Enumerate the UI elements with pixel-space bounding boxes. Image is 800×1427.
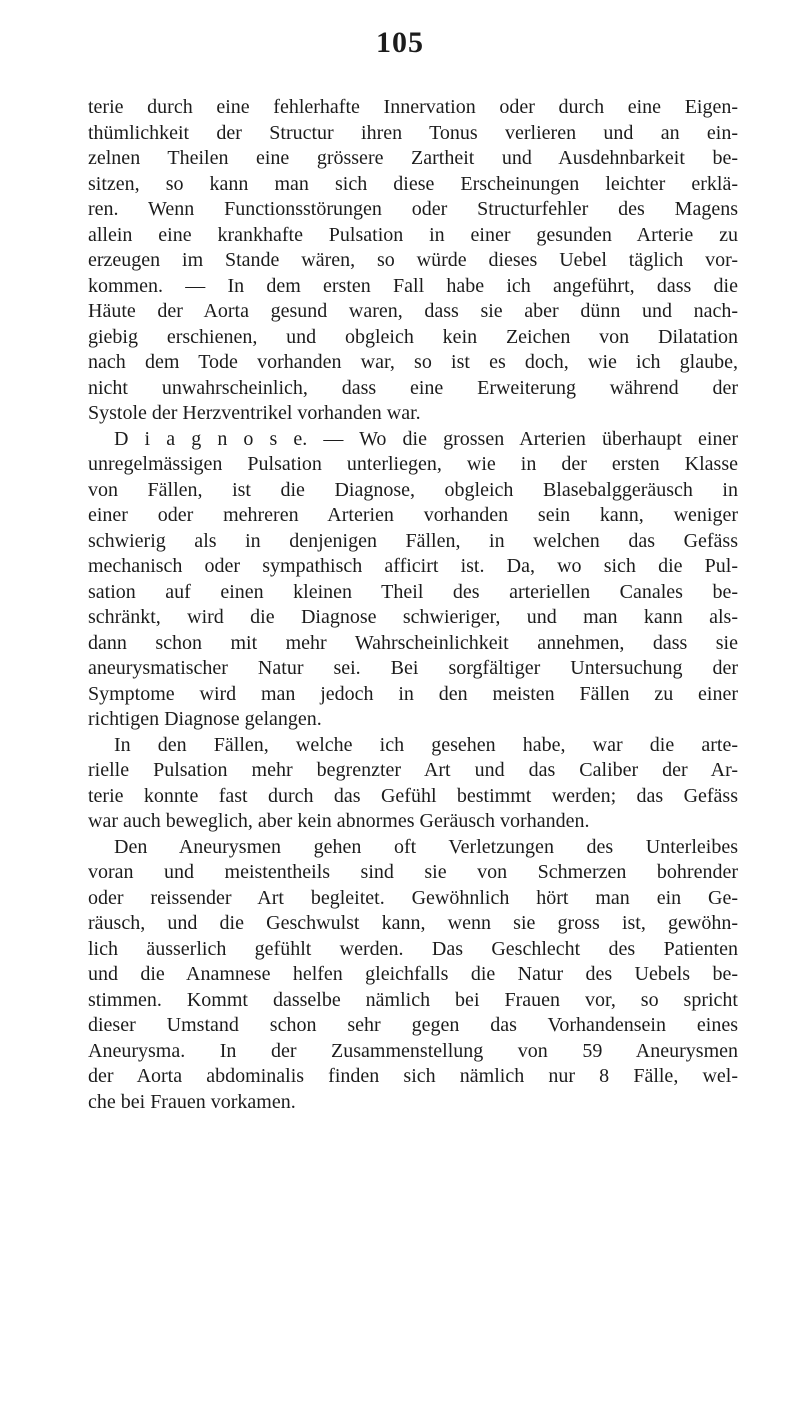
text-line: nicht unwahrscheinlich, dass eine Erweiterung während der [88, 376, 738, 399]
text-line: voran und meistentheils sind sie von Schmerzen bohrender [88, 861, 738, 883]
text-line: Symptome wird man jedoch in den meisten Fällen zu einer [88, 682, 738, 705]
text-line: che bei Frauen vorkamen. [88, 1090, 296, 1113]
text-line: oder reissender Art begleitet. Gewöhnlich hört man ein Ge- [88, 886, 738, 909]
text-line: erzeugen im Stande wären, so würde dieses Uebel täglich vor- [88, 249, 738, 271]
text-line: terie durch eine fehlerhafte Innervation oder durch eine Eigen- [88, 96, 738, 118]
text-line: schwierig als in denjenigen Fällen, in welchen das Gefäss [88, 529, 738, 552]
text-line: Den Aneurysmen gehen oft Verletzungen des Unterleibes [114, 835, 738, 858]
text-line: lich äusserlich gefühlt werden. Das Geschlecht des Patienten [88, 937, 738, 960]
text-line: stimmen. Kommt dasselbe nämlich bei Frauen vor, so spricht [88, 988, 738, 1011]
text-line: ren. Wenn Functionsstörungen oder Structurfehler des Magens [88, 198, 738, 220]
text-line: nach dem Tode vorhanden war, so ist es doch, wie ich glaube, [88, 351, 738, 373]
text-line: der Aorta abdominalis finden sich nämlich nur 8 Fälle, wel- [88, 1065, 738, 1087]
text-line: kommen. — In dem ersten Fall habe ich angeführt, dass die [88, 274, 738, 297]
text-line: unregelmässigen Pulsation unterliegen, wie in der ersten Klasse [88, 453, 738, 475]
text-line: sitzen, so kann man sich diese Erscheinungen leichter erklä- [88, 172, 738, 195]
text-line: dann schon mit mehr Wahrscheinlichkeit annehmen, dass sie [88, 631, 738, 654]
text-line: und die Anamnese helfen gleichfalls die Natur des Uebels be- [88, 963, 738, 985]
text-line: einer oder mehreren Arterien vorhanden sein kann, weniger [88, 504, 738, 526]
text-line: dieser Umstand schon sehr gegen das Vorhandensein eines [88, 1014, 738, 1036]
text-line: giebig erschienen, und obgleich kein Zeichen von Dilatation [88, 325, 738, 348]
text-line: Häute der Aorta gesund waren, dass sie aber dünn und nach- [88, 300, 738, 322]
text-line: zelnen Theilen eine grössere Zartheit und Ausdehnbarkeit be- [88, 147, 738, 169]
text-line: aneurysmatischer Natur sei. Bei sorgfältiger Untersuchung der [88, 657, 738, 679]
text-line: thümlichkeit der Structur ihren Tonus verlieren und an ein- [88, 121, 738, 144]
text-line: Systole der Herzventrikel vorhanden war. [88, 402, 421, 424]
text-line: war auch beweglich, aber kein abnormes Geräusch vorhanden. [88, 810, 590, 832]
text-line: von Fällen, ist die Diagnose, obgleich Blasebalggeräusch in [88, 478, 738, 501]
text-line: räusch, und die Geschwulst kann, wenn sie gross ist, gewöhn- [88, 912, 738, 934]
text-line: schränkt, wird die Diagnose schwieriger, und man kann als- [88, 606, 738, 628]
text-line: sation auf einen kleinen Theil des arteriellen Canales be- [88, 580, 738, 603]
page-number: 105 [376, 26, 424, 59]
text-line: Aneurysma. In der Zusammenstellung von 59 Aneurysmen [88, 1039, 738, 1062]
text-line: rielle Pulsation mehr begrenzter Art und das Caliber der Ar- [88, 759, 738, 781]
text-line: terie konnte fast durch das Gefühl bestimmt werden; das Gefäss [88, 784, 738, 807]
text-line: richtigen Diagnose gelangen. [88, 708, 322, 730]
body-text [88, 95, 738, 1115]
text-line: D i a g n o s e. — Wo die grossen Arterien überhaupt einer [114, 427, 738, 450]
text-line: In den Fällen, welche ich gesehen habe, war die arte- [114, 733, 738, 756]
text-line: mechanisch oder sympathisch afficirt ist. Da, wo sich die Pul- [88, 555, 738, 577]
text-line: allein eine krankhafte Pulsation in einer gesunden Arterie zu [88, 223, 738, 246]
